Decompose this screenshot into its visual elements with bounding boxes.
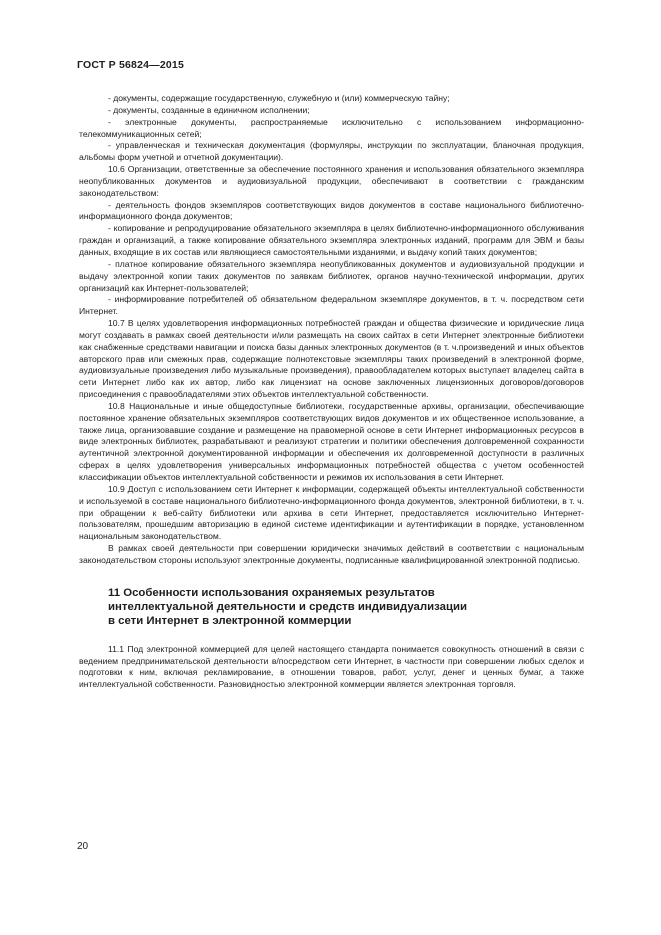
section-heading: 11 Особенности использования охраняемых результатов интеллектуальной деятельности и средств индивидуализации в сети Интернет в электронной коммерции — [108, 586, 467, 627]
page-number: 20 — [77, 841, 89, 852]
paragraph-10-9: 10.9 Доступ с использованием сети Интернет к информации, содержащей объекты интеллектуальной собственности и используемой в составе национального библиотечно-информационного фонда документов, электронной библиотеки, в т. ч. при обращении к веб-сайту библиотеки или архива в сети Интернет, предоставляется исключительно Интернет-пользователям, прошедшим авторизацию в единой системе идентификации и аутентификации в порядке, установленном национальным законодательством. — [79, 483, 584, 542]
document-body — [79, 93, 584, 691]
list-item: - управленческая и техническая документация (формуляры, инструкции по эксплуатации, бланочная продукция, альбомы форм учетной и отчетной документации). — [79, 140, 584, 163]
list-item: - информирование потребителей об обязательном федеральном экземпляре документов, в т. ч. посредством сети Интернет. — [79, 294, 584, 317]
paragraph-10-7: 10.7 В целях удовлетворения информационных потребностей граждан и общества физические и юридические лица могут создавать в рамках своей деятельности и/или размещать на своих сайтах в сети Интернет электронные библиотеки как снабженные средствами навигации и поиска базы данных электронных документов (в т. ч.произведений и иных объектов авторского прав или смежных прав, содержащие полнотекстовые экземпляры таких произведений в электронной форме, аудиовизуальные произведения либо музыкальные произведения), правообладателем которых выступает владелец сайта в сети Интернет либо как их автор, либо как лицензиат на основе заключенных лицензионных договоров/договоров присоединения с правообладателями этих объектов интеллектуальной собственности. — [79, 318, 584, 400]
list-item: - платное копирование обязательного экземпляра неопубликованных документов и аудиовизуальной продукции и выдачу электронной копии таких документов по заявкам библиотек, органов научно-технической информации, других организаций как Интернет-пользователей; — [79, 258, 584, 293]
list-item: - деятельность фондов экземпляров соответствующих видов документов в составе национального библиотечно-информационного фонда документов; — [79, 199, 584, 222]
document-code: ГОСТ Р 56824—2015 — [77, 59, 185, 71]
paragraph-11-1: 11.1 Под электронной коммерцией для целей настоящего стандарта понимается совокупность отношений в связи с ведением предпринимательской деятельности в/посредством сети Интернет, в частности при совершении любых сделок и подготовки к ним, включая рекламирование, в отношении товаров, работ, услуг, денег и ценных бумаг, а также интеллектуальной собственности. Разновидностью электронной коммерции является электронная торговля. — [79, 643, 584, 690]
paragraph-10-8: 10.8 Национальные и иные общедоступные библиотеки, государственные архивы, организации, обеспечивающие постоянное хранение обязательных экземпляров соответствующих видов документов и их общественное использование, а также лица, организовавшие создание и размещение на правомерной основе в сети Интернет информационных ресурсов в виде электронных библиотек, разрабатывают и реализуют стратегии и политики обеспечения долговременной сохранности аутентичной электронной документированной информации и обеспечения их долговременной доступности в различных сферах в целях удовлетворения универсальных информационных потребностей общества с учетом особенностей классификации объектов интеллектуальной собственности и режимов их использования в сети Интернет. — [79, 400, 584, 482]
list-item: - документы, содержащие государственную, служебную и (или) коммерческую тайну; — [108, 93, 450, 103]
paragraph: В рамках своей деятельности при совершении юридически значимых действий в соответствии с национальным законодательством стороны используют электронные документы, подписанные квалифицированной электронной подписью. — [79, 543, 584, 565]
list-item: - электронные документы, распространяемые исключительно с использованием информационно-телекоммуникационных сетей; — [79, 116, 584, 139]
list-item: - документы, созданные в единичном исполнении; — [108, 104, 310, 115]
paragraph-10-6: 10.6 Организации, ответственные за обеспечение постоянного хранения и использования обязательного экземпляра неопубликованных документов и аудиовизуальной продукции, обеспечивают в соответствии с гражданским законодательством: — [79, 164, 584, 198]
list-item: - копирование и репродуцирование обязательного экземпляра в целях библиотечно-информационного обслуживания граждан и организаций, а также копирование обязательного экземпляра электронных изданий, программ для ЭВМ и базы данных, входящие в их состав или являющиеся самостоятельными изданиями, и выдачу копий таких документов; — [79, 223, 584, 257]
